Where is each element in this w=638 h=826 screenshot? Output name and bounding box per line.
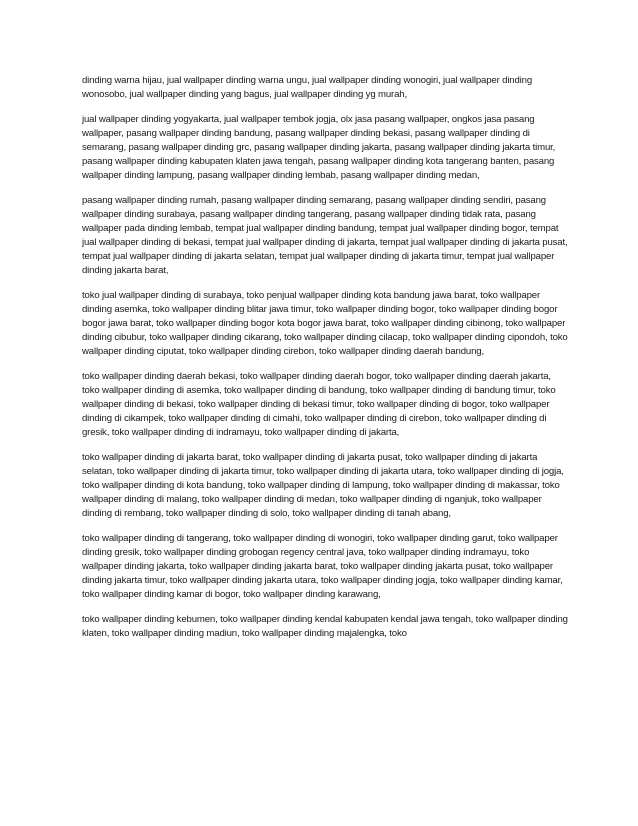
paragraph: toko wallpaper dinding kebumen, toko wallpaper dinding kendal kabupaten kendal jawa tengah, toko wallpaper dinding klaten, toko wallpaper dinding madiun, toko wallpaper dinding majalengka, toko <box>82 614 568 639</box>
paragraph: pasang wallpaper dinding rumah, pasang wallpaper dinding semarang, pasang wallpaper dinding sendiri, pasang wallpaper dinding surabaya, pasang wallpaper dinding tangerang, pasang wallpaper dinding tidak rata, pasang wallpaper pada dinding lembab, tempat jual wallpaper dinding bandung, tempat jual wallpaper dinding bogor, tempat jual wallpaper dinding di bekasi, tempat jual wallpaper dinding di jakarta, tempat jual wallpaper dinding di jakarta pusat, tempat jual wallpaper dinding di jakarta selatan, tempat jual wallpaper dinding di jakarta timur, tempat jual wallpaper dinding jakarta barat, <box>82 195 568 276</box>
paragraph: dinding warna hijau, jual wallpaper dinding warna ungu, jual wallpaper dinding wonogiri, jual wallpaper dinding wonosobo, jual wallpaper dinding yang bagus, jual wallpaper dinding yg murah, <box>82 75 533 100</box>
document-body <box>82 74 568 652</box>
paragraph: toko wallpaper dinding di tangerang, toko wallpaper dinding di wonogiri, toko wallpaper dinding garut, toko wallpaper dinding gresik, toko wallpaper dinding grobogan regency central java, toko wallpaper dinding indramayu, toko wallpaper dinding jakarta, toko wallpaper dinding jakarta barat, toko wallpaper dinding jakarta pusat, toko wallpaper dinding jakarta timur, toko wallpaper dinding jakarta utara, toko wallpaper dinding jogja, toko wallpaper dinding kamar, toko wallpaper dinding kamar di bogor, toko wallpaper dinding karawang, <box>82 533 563 600</box>
paragraph: toko wallpaper dinding daerah bekasi, toko wallpaper dinding daerah bogor, toko wallpaper dinding daerah jakarta, toko wallpaper dinding di asemka, toko wallpaper dinding di bandung, toko wallpaper dinding di bandung timur, toko wallpaper dinding di bekasi, toko wallpaper dinding di bekasi timur, toko wallpaper dinding di bogor, toko wallpaper dinding di cikampek, toko wallpaper dinding di cimahi, toko wallpaper dinding di cirebon, toko wallpaper dinding di gresik, toko wallpaper dinding di indramayu, toko wallpaper dinding di jakarta, <box>82 371 556 438</box>
paragraph: toko jual wallpaper dinding di surabaya, toko penjual wallpaper dinding kota bandung jawa barat, toko wallpaper dinding asemka, toko wallpaper dinding blitar jawa timur, toko wallpaper dinding bogor, toko wallpaper dinding bogor bogor jawa barat, toko wallpaper dinding bogor kota bogor jawa barat, toko wallpaper dinding cibinong, toko wallpaper dinding cibubur, toko wallpaper dinding cikarang, toko wallpaper dinding cilacap, toko wallpaper dinding cipondoh, toko wallpaper dinding ciputat, toko wallpaper dinding cirebon, toko wallpaper dinding daerah bandung, <box>82 290 568 357</box>
paragraph: toko wallpaper dinding di jakarta barat, toko wallpaper dinding di jakarta pusat, toko wallpaper dinding di jakarta selatan, toko wallpaper dinding di jakarta timur, toko wallpaper dinding di jakarta utara, toko wallpaper dinding di jogja, toko wallpaper dinding di kota bandung, toko wallpaper dinding di lampung, toko wallpaper dinding di makassar, toko wallpaper dinding di malang, toko wallpaper dinding di medan, toko wallpaper dinding di nganjuk, toko wallpaper dinding di rembang, toko wallpaper dinding di solo, toko wallpaper dinding di tanah abang, <box>82 452 564 519</box>
paragraph: jual wallpaper dinding yogyakarta, jual wallpaper tembok jogja, olx jasa pasang wallpaper, ongkos jasa pasang wallpaper, pasang wallpaper dinding bandung, pasang wallpaper dinding bekasi, pasang wallpaper dinding di semarang, pasang wallpaper dinding grc, pasang wallpaper dinding jakarta, pasang wallpaper dinding jakarta timur, pasang wallpaper dinding kabupaten klaten jawa tengah, pasang wallpaper dinding kota tangerang banten, pasang wallpaper dinding lampung, pasang wallpaper dinding lembab, pasang wallpaper dinding medan, <box>82 114 556 181</box>
